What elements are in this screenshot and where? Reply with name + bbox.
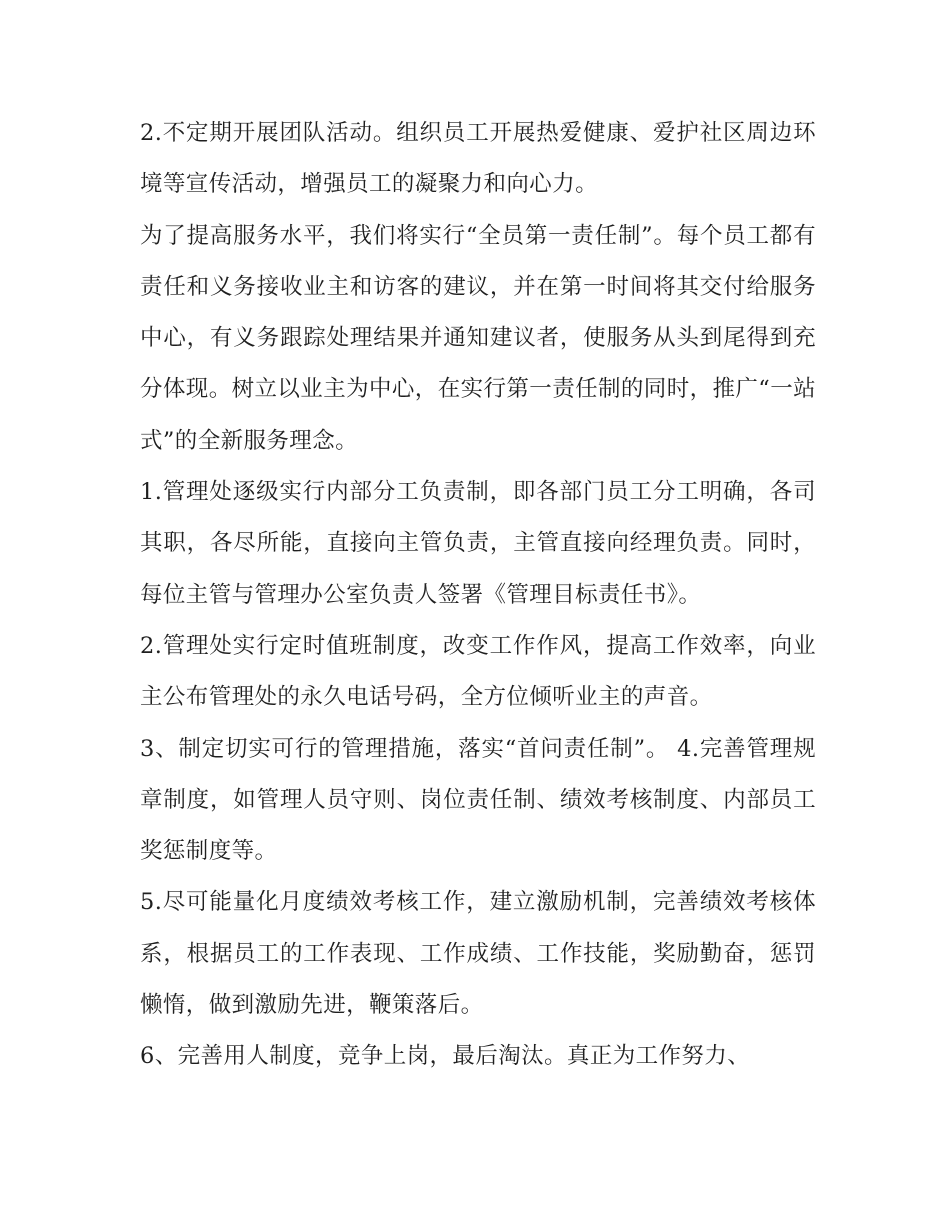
paragraph-division-of-labor: 1.管理处逐级实行内部分工负责制，即各部门员工分工明确，各司其职，各尽所能，直接向主管负责，主管直接向经理负责。同时，每位主管与管理办公室负责人签署《管理目标责任书》。 (140, 479, 816, 608)
paragraph-duty-system: 2.管理处实行定时值班制度，改变工作作风，提高工作效率，向业主公布管理处的永久电话号码，全方位倾听业主的声音。 (140, 632, 816, 711)
paragraph-management-measures: 3、制定切实可行的管理措施，落实“首问责任制”。 4.完善管理规章制度，如管理人员守则、岗位责任制、绩效考核制度、内部员工奖惩制度等。 (140, 735, 816, 865)
paragraph-employment-system: 6、完善用人制度，竞争上岗，最后淘汰。真正为工作努力、 (140, 1043, 751, 1070)
paragraph-performance-assessment: 5.尽可能量化月度绩效考核工作，建立激励机制，完善绩效考核体系，根据员工的工作表现、工作成绩、工作技能，奖励勤奋，惩罚懒惰，做到激励先进，鞭策落后。 (140, 889, 816, 1019)
document-body (140, 108, 816, 1083)
paragraph-first-responsibility: 为了提高服务水平，我们将实行“全员第一责任制”。每个员工都有责任和义务接收业主和访客的建议，并在第一时间将其交付给服务中心，有义务跟踪处理结果并通知建议者，使服务从头到尾得到充分体现。树立以业主为中心，在实行第一责任制的同时，推广“一站式”的全新服务理念。 (140, 222, 817, 454)
paragraph-team-activities: 2.不定期开展团队活动。组织员工开展热爱健康、爱护社区周边环境等宣传活动，增强员工的凝聚力和向心力。 (140, 120, 816, 198)
